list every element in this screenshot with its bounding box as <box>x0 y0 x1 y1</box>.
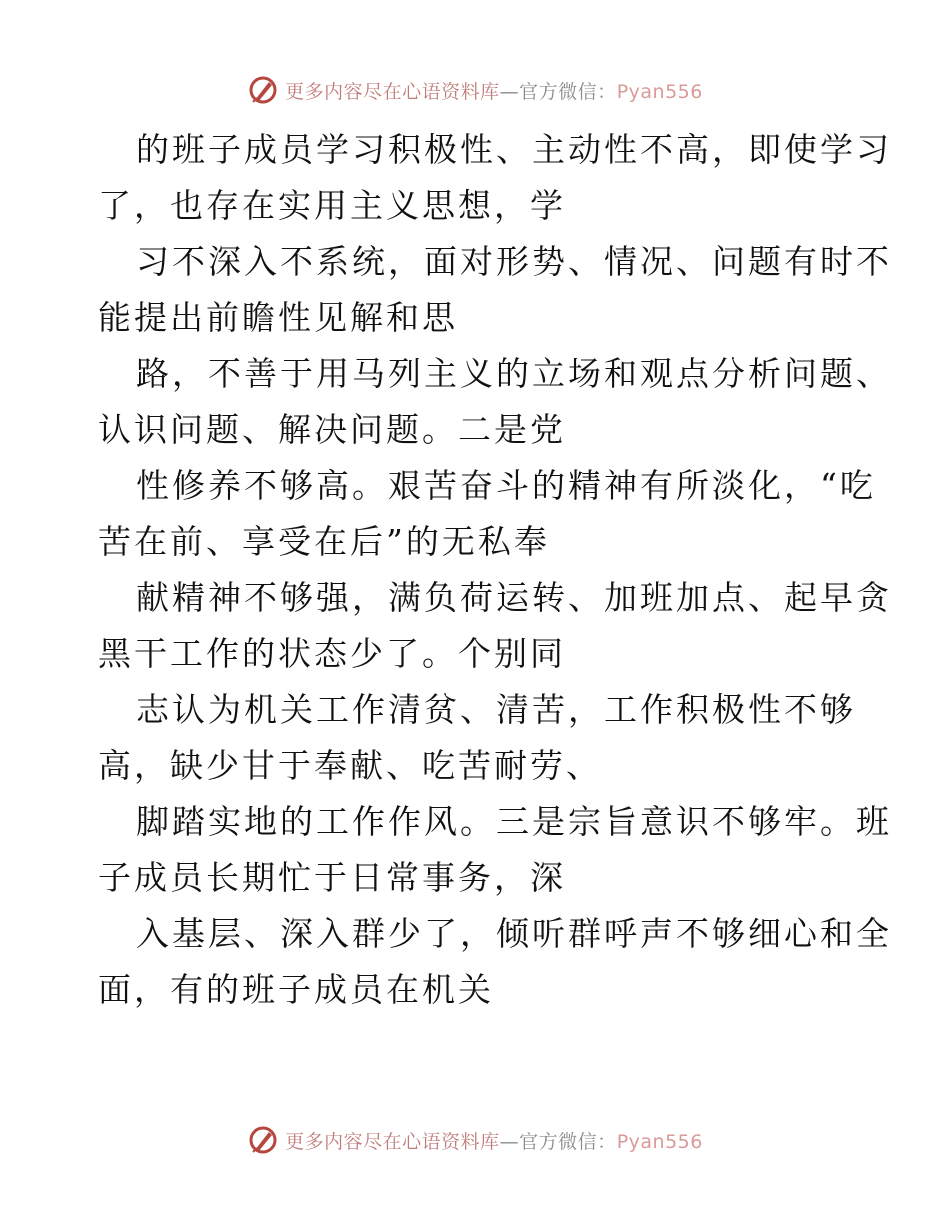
watermark-text: 更多内容尽在心语资料库—官方微信：Pyan556 <box>285 1130 703 1153</box>
paragraph-line: 性修养不够高。艰苦奋斗的精神有所淡化，“吃 <box>136 466 876 505</box>
document-body <box>0 122 950 1018</box>
paragraph <box>0 234 950 346</box>
paragraph-line: 献精神不够强，满负荷运转、加班加点、起早贪 <box>136 578 892 617</box>
quill-logo-icon <box>247 74 279 106</box>
paragraph-line: 黑干工作的状态少了。个别同 <box>98 634 566 673</box>
paragraph-line: 志认为机关工作清贫、清苦，工作积极性不够 <box>136 690 856 729</box>
paragraph-line: 的班子成员学习积极性、主动性不高，即使学习 <box>136 130 892 169</box>
watermark-text: 更多内容尽在心语资料库—官方微信：Pyan556 <box>285 80 703 103</box>
paragraph <box>0 570 950 682</box>
paragraph-line: 了，也存在实用主义思想，学 <box>98 186 566 225</box>
paragraph <box>0 458 950 570</box>
paragraph-line: 脚踏实地的工作作风。三是宗旨意识不够牢。班 <box>136 802 892 841</box>
paragraph-line: 子成员长期忙于日常事务，深 <box>98 858 566 897</box>
quill-logo-icon <box>247 1124 279 1156</box>
paragraph <box>0 122 950 234</box>
paragraph <box>0 906 950 1018</box>
paragraph <box>0 794 950 906</box>
paragraph-line: 高，缺少甘于奉献、吃苦耐劳、 <box>98 746 602 785</box>
paragraph-line: 入基层、深入群少了，倾听群呼声不够细心和全 <box>136 914 892 953</box>
paragraph-line: 认识问题、解决问题。二是党 <box>98 410 566 449</box>
paragraph-line: 面，有的班子成员在机关 <box>98 970 494 1009</box>
paragraph <box>0 346 950 458</box>
paragraph-line: 苦在前、享受在后”的无私奉 <box>98 522 550 561</box>
paragraph <box>0 682 950 794</box>
paragraph-line: 路，不善于用马列主义的立场和观点分析问题、 <box>136 354 892 393</box>
header-watermark <box>0 70 950 110</box>
paragraph-line: 能提出前瞻性见解和思 <box>98 298 458 337</box>
footer-watermark <box>0 1120 950 1160</box>
paragraph-line: 习不深入不系统，面对形势、情况、问题有时不 <box>136 242 892 281</box>
